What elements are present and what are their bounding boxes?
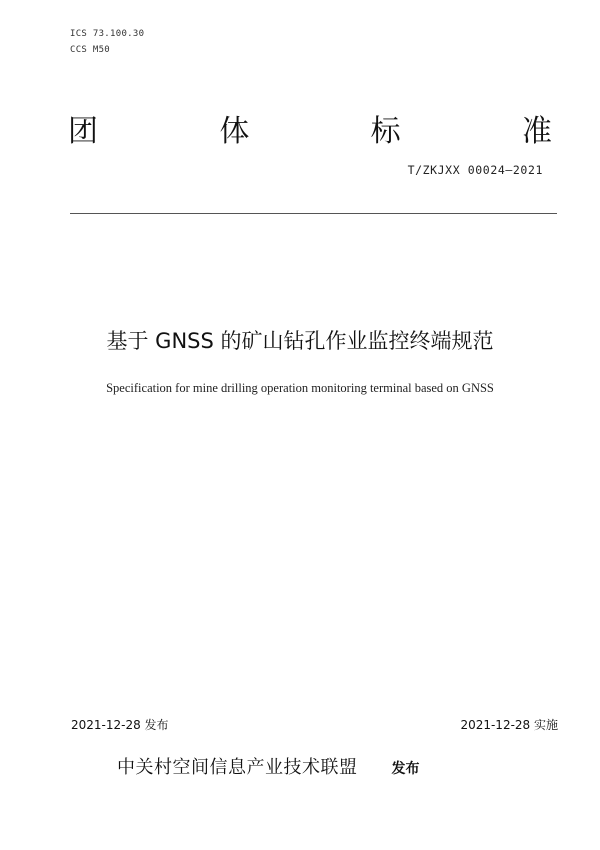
standard-type-char: 体: [219, 114, 250, 149]
publisher-name: 中关村空间信息产业技术联盟: [117, 757, 358, 778]
document-title-en: Specification for mine drilling operation monitoring terminal based on GNSS: [106, 381, 494, 395]
standard-number: T/ZKJXX 00024—2021: [407, 163, 543, 177]
standard-type-char: 准: [521, 114, 552, 149]
publisher-row: [117, 753, 420, 779]
ccs-code: CCS M50: [70, 45, 111, 55]
ics-code: ICS 73.100.30: [70, 29, 145, 39]
standard-type-title: [68, 112, 552, 152]
standard-type-char: 标: [370, 114, 401, 149]
divider-line: [70, 213, 557, 214]
release-date: 2021-12-28 发布: [71, 718, 169, 732]
document-title-zh: 基于 GNSS 的矿山钻孔作业监控终端规范: [106, 329, 494, 353]
standard-type-char: 团: [68, 114, 98, 149]
publish-label: 发布: [391, 761, 420, 777]
implementation-date: 2021-12-28 实施: [460, 718, 558, 732]
